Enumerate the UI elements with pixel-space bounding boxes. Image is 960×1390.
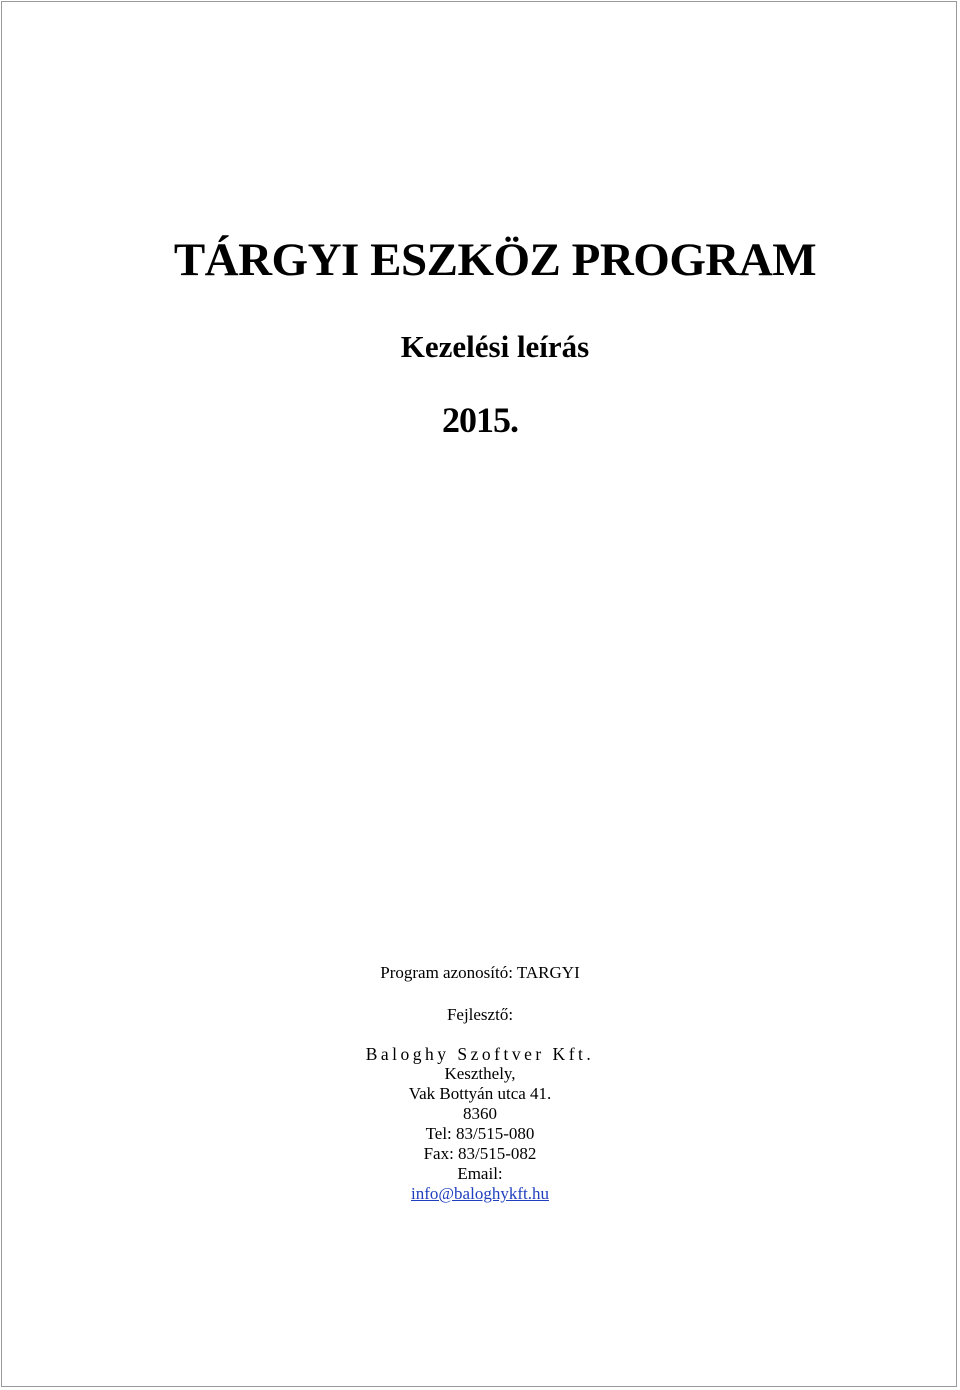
email-label: Email:	[457, 1164, 503, 1183]
company-name: Baloghy Szoftver Kft.	[365, 1044, 595, 1064]
program-id-line: Program azonosító: TARGYI	[380, 963, 580, 982]
developer-label: Fejlesztő:	[446, 1005, 514, 1024]
document-year: 2015.	[442, 400, 518, 440]
zip-line: 8360	[463, 1104, 497, 1123]
phone-line: Tel: 83/515-080	[425, 1124, 535, 1143]
document-title: TÁRGYI ESZKÖZ PROGRAM	[173, 234, 817, 286]
developer-info-block	[0, 963, 960, 1204]
email-link[interactable]: info@baloghykft.hu	[411, 1184, 549, 1203]
document-subtitle: Kezelési leírás	[400, 329, 590, 364]
street-line: Vak Bottyán utca 41.	[408, 1084, 552, 1103]
city-line: Keszthely,	[444, 1064, 516, 1083]
fax-line: Fax: 83/515-082	[423, 1144, 537, 1163]
